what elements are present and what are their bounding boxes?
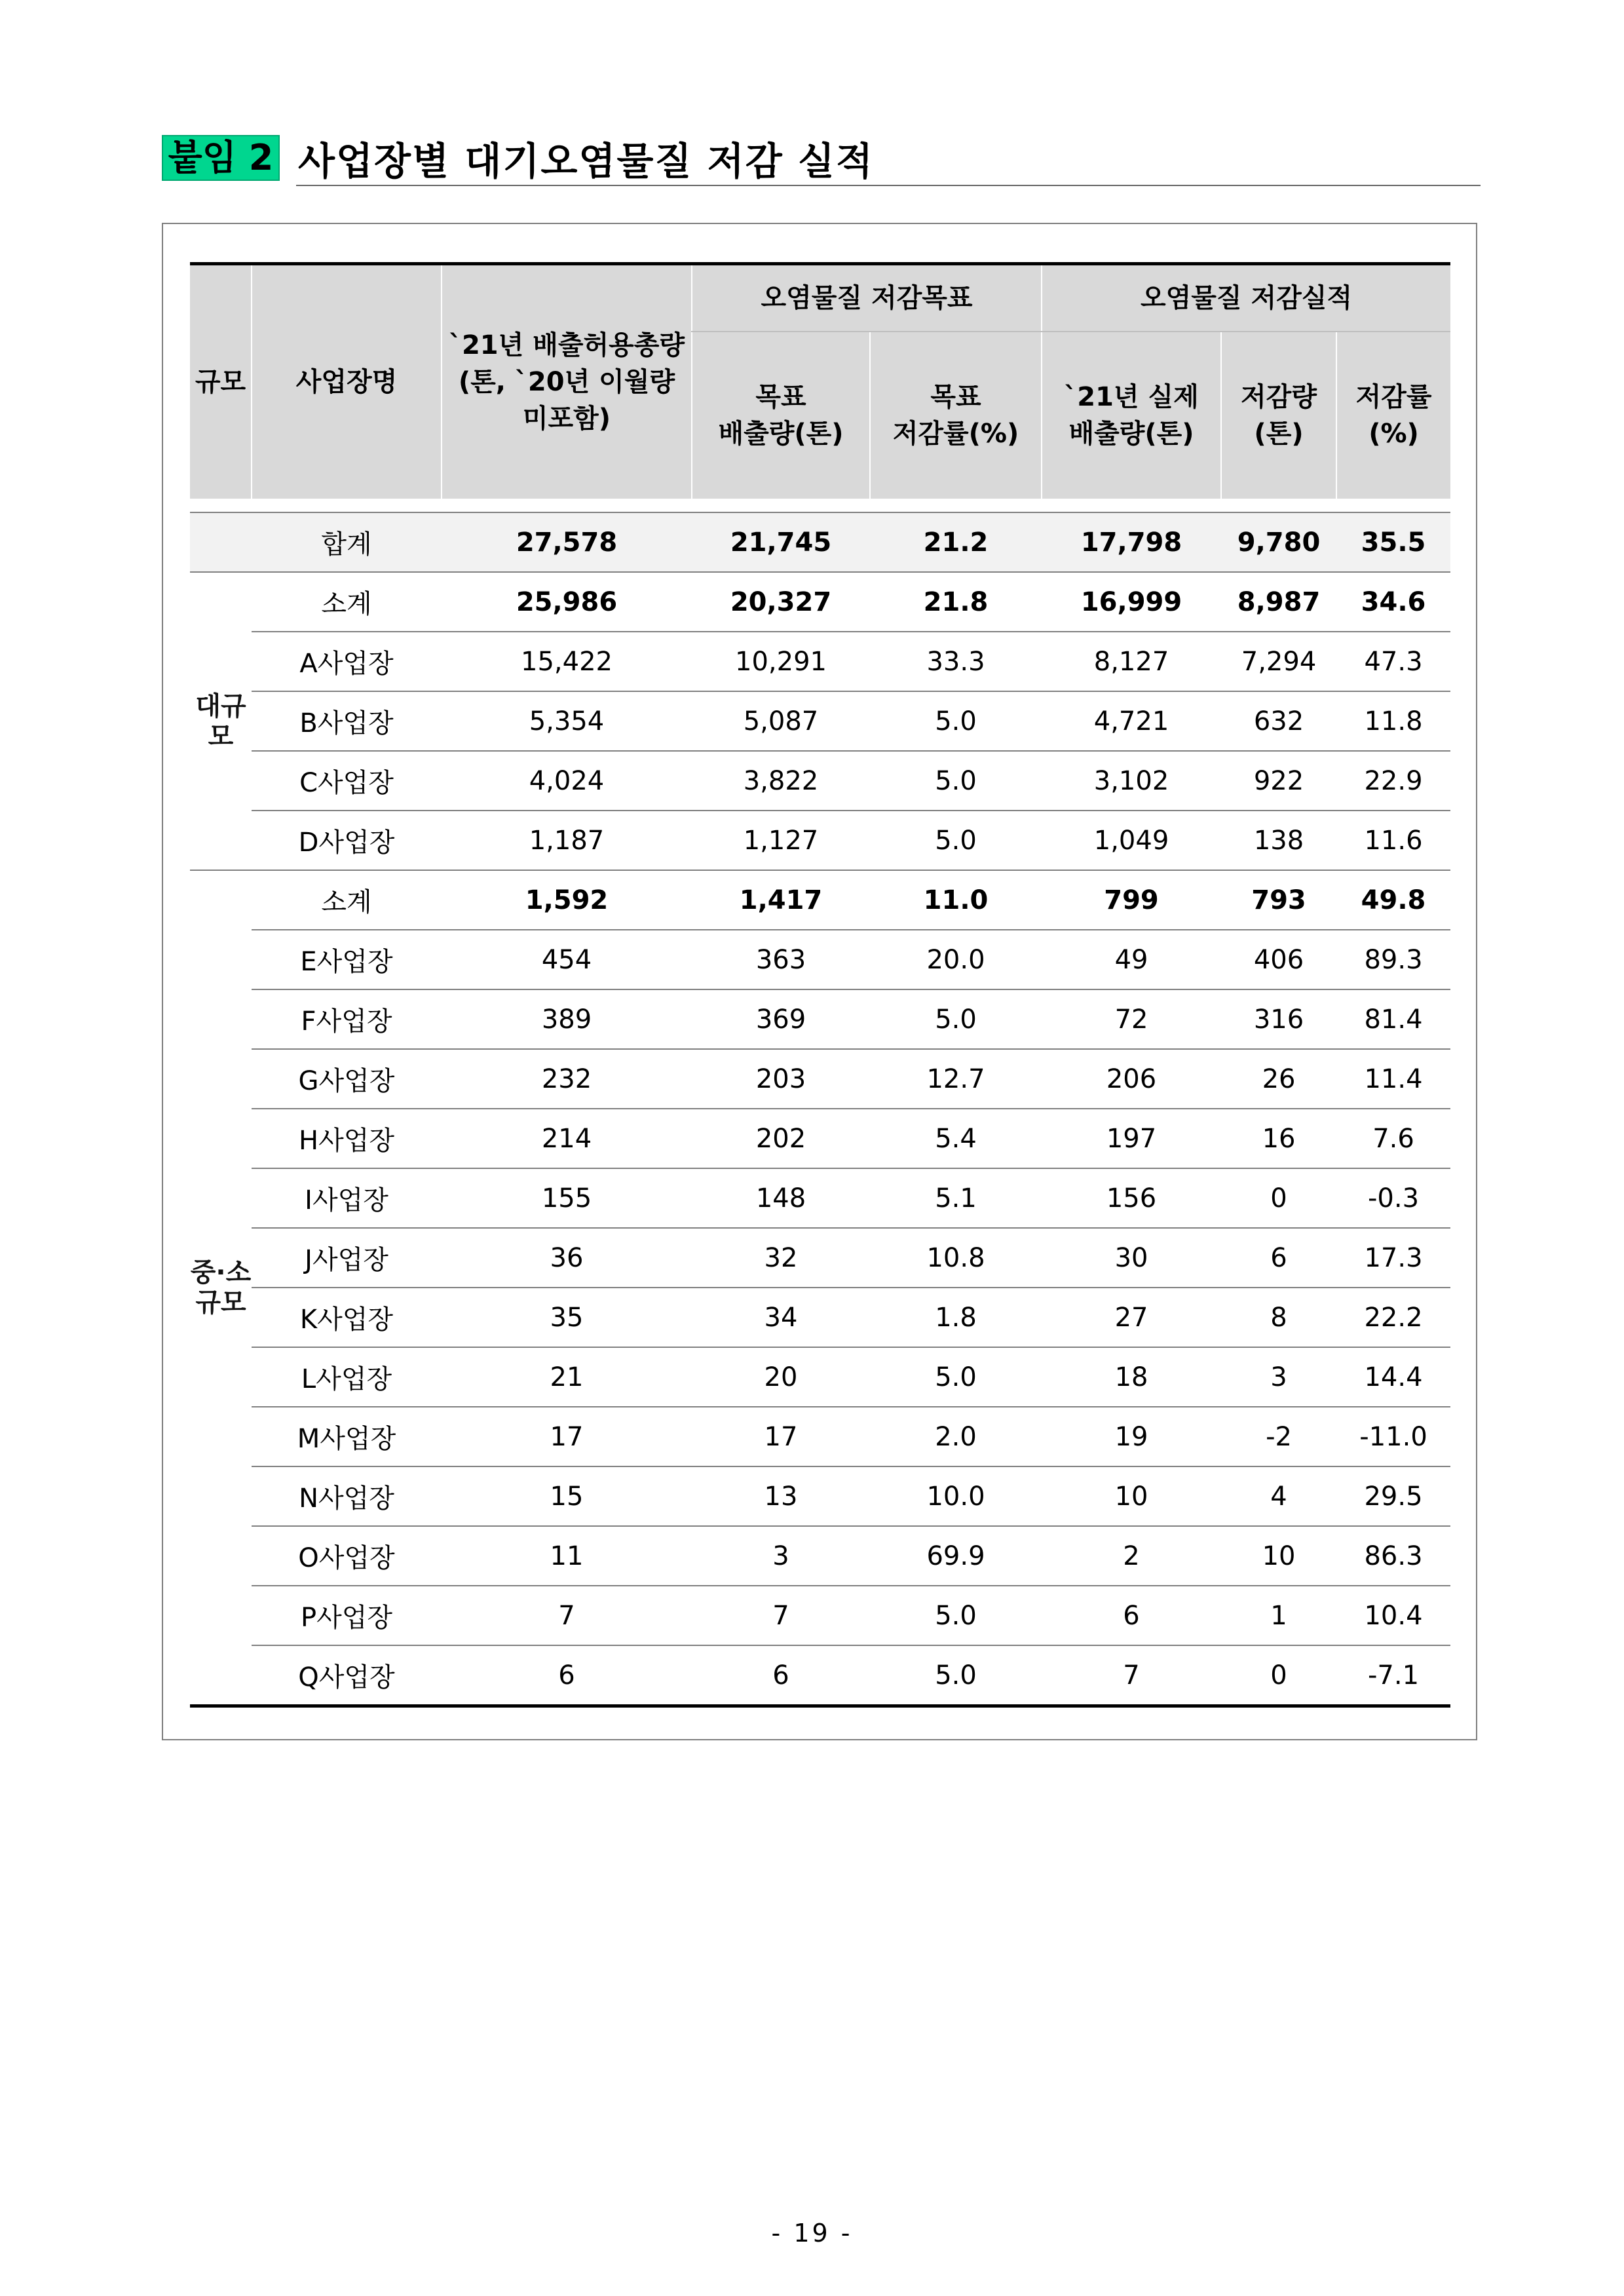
target-emission-cell: 3 xyxy=(692,1526,870,1586)
table-row xyxy=(190,1645,1450,1706)
table-row xyxy=(190,989,1450,1049)
reduction-cell: 1 xyxy=(1221,1586,1336,1645)
target-rate-cell: 5.4 xyxy=(870,1109,1042,1168)
target-emission-cell: 363 xyxy=(692,930,870,989)
target-rate-cell: 20.0 xyxy=(870,930,1042,989)
reduction-rate-cell: 11.8 xyxy=(1336,691,1450,751)
allowance-cell: 11 xyxy=(442,1526,692,1586)
allowance-cell: 15,422 xyxy=(442,632,692,691)
scale-category-line: 대규 xyxy=(195,691,246,721)
reduction-rate-cell: -11.0 xyxy=(1336,1407,1450,1466)
reduction-cell: 0 xyxy=(1221,1645,1336,1706)
table-row xyxy=(190,930,1450,989)
actual-emission-cell: 18 xyxy=(1042,1347,1221,1407)
header-actual-group: 오염물질 저감실적 xyxy=(1042,264,1450,332)
reduction-rate-cell: 14.4 xyxy=(1336,1347,1450,1407)
allowance-cell: 5,354 xyxy=(442,691,692,751)
target-emission-cell: 148 xyxy=(692,1168,870,1228)
header-target-emission xyxy=(692,332,870,499)
scale-category xyxy=(190,512,252,572)
target-emission-cell: 1,127 xyxy=(692,811,870,870)
header-scale: 규모 xyxy=(190,264,252,499)
scale-category-line: 중·소 xyxy=(190,1257,252,1288)
reduction-table xyxy=(190,262,1450,1708)
target-rate-cell: 12.7 xyxy=(870,1049,1042,1109)
scale-category-label xyxy=(190,691,252,752)
target-rate-cell: 2.0 xyxy=(870,1407,1042,1466)
scale-category-line: 모 xyxy=(208,721,234,752)
reduction-cell: 6 xyxy=(1221,1228,1336,1288)
scale-category-label xyxy=(190,1257,252,1318)
header-line: 저감률 xyxy=(1355,382,1432,412)
site-name: K사업장 xyxy=(252,1288,442,1347)
site-name: O사업장 xyxy=(252,1526,442,1586)
allowance-cell: 35 xyxy=(442,1288,692,1347)
reduction-cell: 10 xyxy=(1221,1526,1336,1586)
header-gap xyxy=(190,499,1450,512)
header-allowance-line: `21년 배출허용총량 xyxy=(448,330,685,360)
actual-emission-cell: 19 xyxy=(1042,1407,1221,1466)
reduction-cell: 316 xyxy=(1221,989,1336,1049)
table-body xyxy=(190,512,1450,1706)
header-line: 저감률(%) xyxy=(892,419,1019,449)
site-name: 소계 xyxy=(252,572,442,632)
target-rate-cell: 5.0 xyxy=(870,811,1042,870)
reduction-rate-cell: 34.6 xyxy=(1336,572,1450,632)
allowance-cell: 21 xyxy=(442,1347,692,1407)
reduction-cell: 4 xyxy=(1221,1466,1336,1526)
actual-emission-cell: 16,999 xyxy=(1042,572,1221,632)
title-underline xyxy=(296,185,1481,186)
target-emission-cell: 6 xyxy=(692,1645,870,1706)
header-target-group: 오염물질 저감목표 xyxy=(692,264,1042,332)
target-rate-cell: 5.0 xyxy=(870,1586,1042,1645)
actual-emission-cell: 3,102 xyxy=(1042,751,1221,811)
reduction-rate-cell: 7.6 xyxy=(1336,1109,1450,1168)
header-line: 저감량 xyxy=(1241,382,1317,412)
actual-emission-cell: 799 xyxy=(1042,870,1221,930)
actual-emission-cell: 30 xyxy=(1042,1228,1221,1288)
reduction-rate-cell: 29.5 xyxy=(1336,1466,1450,1526)
actual-emission-cell: 156 xyxy=(1042,1168,1221,1228)
reduction-cell: 922 xyxy=(1221,751,1336,811)
allowance-cell: 6 xyxy=(442,1645,692,1706)
actual-emission-cell: 8,127 xyxy=(1042,632,1221,691)
actual-emission-cell: 17,798 xyxy=(1042,512,1221,572)
site-name: 합계 xyxy=(252,512,442,572)
target-emission-cell: 20 xyxy=(692,1347,870,1407)
site-name: E사업장 xyxy=(252,930,442,989)
allowance-cell: 232 xyxy=(442,1049,692,1109)
appendix-badge: 붙임 2 xyxy=(162,135,280,181)
actual-emission-cell: 6 xyxy=(1042,1586,1221,1645)
allowance-cell: 25,986 xyxy=(442,572,692,632)
header-allowance xyxy=(442,264,692,499)
reduction-rate-cell: 10.4 xyxy=(1336,1586,1450,1645)
target-rate-cell: 5.0 xyxy=(870,989,1042,1049)
target-rate-cell: 10.8 xyxy=(870,1228,1042,1288)
target-rate-cell: 69.9 xyxy=(870,1526,1042,1586)
header-reduction-rate xyxy=(1336,332,1450,499)
target-emission-cell: 13 xyxy=(692,1466,870,1526)
target-emission-cell: 202 xyxy=(692,1109,870,1168)
allowance-cell: 1,187 xyxy=(442,811,692,870)
target-emission-cell: 21,745 xyxy=(692,512,870,572)
actual-emission-cell: 197 xyxy=(1042,1109,1221,1168)
target-rate-cell: 1.8 xyxy=(870,1288,1042,1347)
table-row xyxy=(190,632,1450,691)
reduction-rate-cell: 86.3 xyxy=(1336,1526,1450,1586)
reduction-cell: 8 xyxy=(1221,1288,1336,1347)
site-name: L사업장 xyxy=(252,1347,442,1407)
actual-emission-cell: 4,721 xyxy=(1042,691,1221,751)
target-rate-cell: 21.2 xyxy=(870,512,1042,572)
target-emission-cell: 369 xyxy=(692,989,870,1049)
site-name: F사업장 xyxy=(252,989,442,1049)
header-reduction xyxy=(1221,332,1336,499)
target-emission-cell: 3,822 xyxy=(692,751,870,811)
actual-emission-cell: 27 xyxy=(1042,1288,1221,1347)
table-row xyxy=(190,1109,1450,1168)
target-emission-cell: 7 xyxy=(692,1586,870,1645)
page-number: - 19 - xyxy=(771,2219,853,2248)
header-line: 목표 xyxy=(755,382,806,412)
reduction-rate-cell: 22.9 xyxy=(1336,751,1450,811)
site-name: Q사업장 xyxy=(252,1645,442,1706)
reduction-rate-cell: 81.4 xyxy=(1336,989,1450,1049)
target-rate-cell: 21.8 xyxy=(870,572,1042,632)
target-emission-cell: 203 xyxy=(692,1049,870,1109)
reduction-rate-cell: 49.8 xyxy=(1336,870,1450,930)
allowance-cell: 27,578 xyxy=(442,512,692,572)
actual-emission-cell: 72 xyxy=(1042,989,1221,1049)
subtotal-row xyxy=(190,572,1450,632)
table-row xyxy=(190,1586,1450,1645)
allowance-cell: 454 xyxy=(442,930,692,989)
scale-category-line: 규모 xyxy=(195,1288,246,1318)
reduction-cell: -2 xyxy=(1221,1407,1336,1466)
target-emission-cell: 32 xyxy=(692,1228,870,1288)
reduction-cell: 3 xyxy=(1221,1347,1336,1407)
reduction-rate-cell: 22.2 xyxy=(1336,1288,1450,1347)
section-heading xyxy=(162,130,1479,186)
header-line: (%) xyxy=(1369,419,1419,449)
table-row xyxy=(190,1526,1450,1586)
reduction-cell: 0 xyxy=(1221,1168,1336,1228)
allowance-cell: 7 xyxy=(442,1586,692,1645)
site-name: C사업장 xyxy=(252,751,442,811)
target-emission-cell: 17 xyxy=(692,1407,870,1466)
table-row xyxy=(190,1347,1450,1407)
reduction-cell: 632 xyxy=(1221,691,1336,751)
total-row xyxy=(190,512,1450,572)
reduction-rate-cell: -0.3 xyxy=(1336,1168,1450,1228)
reduction-cell: 7,294 xyxy=(1221,632,1336,691)
table-row xyxy=(190,1288,1450,1347)
table-row xyxy=(190,811,1450,870)
target-emission-cell: 34 xyxy=(692,1288,870,1347)
allowance-cell: 17 xyxy=(442,1407,692,1466)
reduction-cell: 138 xyxy=(1221,811,1336,870)
actual-emission-cell: 1,049 xyxy=(1042,811,1221,870)
site-name: G사업장 xyxy=(252,1049,442,1109)
table-row xyxy=(190,751,1450,811)
reduction-cell: 9,780 xyxy=(1221,512,1336,572)
reduction-cell: 8,987 xyxy=(1221,572,1336,632)
target-rate-cell: 10.0 xyxy=(870,1466,1042,1526)
target-rate-cell: 5.1 xyxy=(870,1168,1042,1228)
site-name: J사업장 xyxy=(252,1228,442,1288)
actual-emission-cell: 2 xyxy=(1042,1526,1221,1586)
table-row xyxy=(190,1466,1450,1526)
site-name: B사업장 xyxy=(252,691,442,751)
table-row xyxy=(190,1168,1450,1228)
table-row xyxy=(190,691,1450,751)
allowance-cell: 1,592 xyxy=(442,870,692,930)
allowance-cell: 389 xyxy=(442,989,692,1049)
header-allowance-line: (톤, `20년 이월량 xyxy=(458,367,675,397)
reduction-rate-cell: 11.6 xyxy=(1336,811,1450,870)
target-rate-cell: 5.0 xyxy=(870,751,1042,811)
header-line: `21년 실제 xyxy=(1064,382,1199,412)
section-title: 사업장별 대기오염물질 저감 실적 xyxy=(298,139,874,183)
target-rate-cell: 5.0 xyxy=(870,691,1042,751)
table-row xyxy=(190,1407,1450,1466)
target-emission-cell: 1,417 xyxy=(692,870,870,930)
subtotal-row xyxy=(190,870,1450,930)
allowance-cell: 15 xyxy=(442,1466,692,1526)
header-actual-emission xyxy=(1042,332,1221,499)
scale-category xyxy=(190,572,252,870)
reduction-rate-cell: 11.4 xyxy=(1336,1049,1450,1109)
site-name: N사업장 xyxy=(252,1466,442,1526)
header-line: (톤) xyxy=(1254,419,1304,449)
header-target-rate xyxy=(870,332,1042,499)
reduction-cell: 26 xyxy=(1221,1049,1336,1109)
scale-category xyxy=(190,870,252,1706)
header-name: 사업장명 xyxy=(252,264,442,499)
site-name: I사업장 xyxy=(252,1168,442,1228)
actual-emission-cell: 10 xyxy=(1042,1466,1221,1526)
target-rate-cell: 5.0 xyxy=(870,1645,1042,1706)
reduction-rate-cell: 35.5 xyxy=(1336,512,1450,572)
target-emission-cell: 10,291 xyxy=(692,632,870,691)
target-emission-cell: 5,087 xyxy=(692,691,870,751)
reduction-cell: 406 xyxy=(1221,930,1336,989)
site-name: A사업장 xyxy=(252,632,442,691)
allowance-cell: 36 xyxy=(442,1228,692,1288)
allowance-cell: 214 xyxy=(442,1109,692,1168)
header-line: 배출량(톤) xyxy=(718,419,844,449)
target-rate-cell: 5.0 xyxy=(870,1347,1042,1407)
actual-emission-cell: 206 xyxy=(1042,1049,1221,1109)
header-allowance-line: 미포함) xyxy=(522,404,611,434)
site-name: 소계 xyxy=(252,870,442,930)
header-line: 배출량(톤) xyxy=(1068,419,1194,449)
actual-emission-cell: 7 xyxy=(1042,1645,1221,1706)
reduction-rate-cell: -7.1 xyxy=(1336,1645,1450,1706)
site-name: P사업장 xyxy=(252,1586,442,1645)
reduction-rate-cell: 17.3 xyxy=(1336,1228,1450,1288)
target-emission-cell: 20,327 xyxy=(692,572,870,632)
site-name: M사업장 xyxy=(252,1407,442,1466)
target-rate-cell: 11.0 xyxy=(870,870,1042,930)
table-row xyxy=(190,1228,1450,1288)
target-rate-cell: 33.3 xyxy=(870,632,1042,691)
reduction-cell: 16 xyxy=(1221,1109,1336,1168)
reduction-rate-cell: 89.3 xyxy=(1336,930,1450,989)
header-line: 목표 xyxy=(930,382,981,412)
site-name: H사업장 xyxy=(252,1109,442,1168)
table-row xyxy=(190,1049,1450,1109)
site-name: D사업장 xyxy=(252,811,442,870)
allowance-cell: 155 xyxy=(442,1168,692,1228)
actual-emission-cell: 49 xyxy=(1042,930,1221,989)
reduction-cell: 793 xyxy=(1221,870,1336,930)
allowance-cell: 4,024 xyxy=(442,751,692,811)
reduction-rate-cell: 47.3 xyxy=(1336,632,1450,691)
